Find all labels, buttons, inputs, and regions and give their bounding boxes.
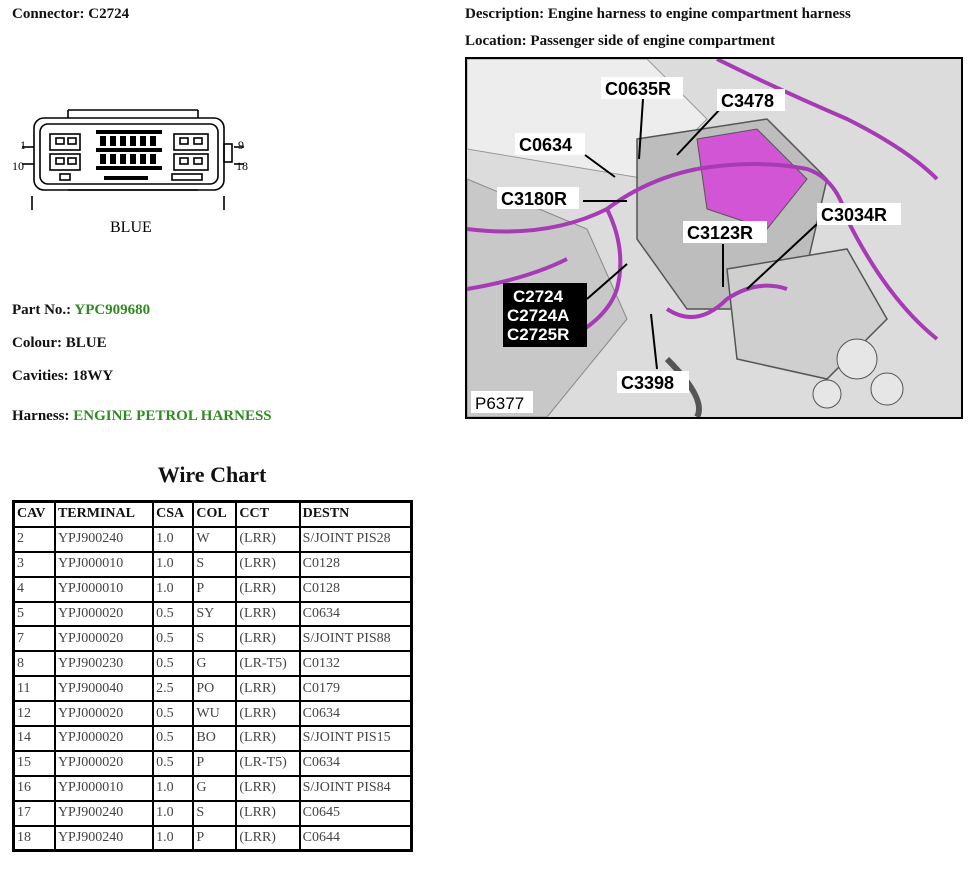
cell-cct: (LRR) bbox=[236, 552, 299, 577]
cell-csa: 1.0 bbox=[153, 552, 193, 577]
cell-col: P bbox=[193, 826, 236, 851]
cell-terminal: YPJ000020 bbox=[55, 626, 153, 651]
callout-c3180r: C3180R bbox=[501, 189, 568, 209]
photo-reference: P6377 bbox=[475, 394, 525, 413]
callout-c0634: C0634 bbox=[519, 135, 573, 155]
cell-cav: 7 bbox=[14, 626, 55, 651]
cell-terminal: YPJ900240 bbox=[55, 801, 153, 826]
callout-c3034r: C3034R bbox=[821, 205, 888, 225]
cavities-label: Cavities: bbox=[12, 368, 69, 384]
cell-col: SY bbox=[193, 602, 236, 627]
table-row bbox=[14, 701, 412, 726]
cell-cav: 17 bbox=[14, 801, 55, 826]
cell-cct: (LRR) bbox=[236, 801, 299, 826]
callout-c0635r: C0635R bbox=[605, 79, 672, 99]
connector-label: Connector: bbox=[12, 6, 85, 22]
cell-cct: (LRR) bbox=[236, 701, 299, 726]
cell-csa: 1.0 bbox=[153, 527, 193, 552]
header-terminal: TERMINAL bbox=[55, 502, 153, 527]
part-no-label: Part No.: bbox=[12, 302, 72, 318]
pin-label-18: 18 bbox=[236, 159, 248, 173]
cell-cct: (LRR) bbox=[236, 676, 299, 701]
cell-terminal: YPJ000010 bbox=[55, 552, 153, 577]
cell-cav: 12 bbox=[14, 701, 55, 726]
cell-cct: (LRR) bbox=[236, 577, 299, 602]
cell-csa: 0.5 bbox=[153, 602, 193, 627]
cell-terminal: YPJ000020 bbox=[55, 701, 153, 726]
cell-cav: 18 bbox=[14, 826, 55, 851]
pin-label-10: 10 bbox=[12, 159, 24, 173]
table-row bbox=[14, 626, 412, 651]
table-row bbox=[14, 676, 412, 701]
cell-destn: C0634 bbox=[300, 751, 412, 776]
location-photo bbox=[465, 57, 963, 419]
cell-cav: 5 bbox=[14, 602, 55, 627]
cell-col: S bbox=[193, 626, 236, 651]
cell-csa: 0.5 bbox=[153, 626, 193, 651]
cell-col: S bbox=[193, 801, 236, 826]
callout-c3478: C3478 bbox=[721, 91, 775, 111]
cell-csa: 0.5 bbox=[153, 651, 193, 676]
location-value: Passenger side of engine compartment bbox=[530, 33, 776, 49]
header-cav: CAV bbox=[14, 502, 55, 527]
cavities-value: 18WY bbox=[72, 368, 114, 384]
cell-col: P bbox=[193, 751, 236, 776]
header-csa: CSA bbox=[153, 502, 193, 527]
cell-terminal: YPJ000010 bbox=[55, 776, 153, 801]
connector-heading bbox=[12, 6, 129, 23]
cell-destn: C0132 bbox=[300, 651, 412, 676]
cell-destn: S/JOINT PIS15 bbox=[300, 726, 412, 751]
table-row bbox=[14, 577, 412, 602]
cell-csa: 0.5 bbox=[153, 726, 193, 751]
cell-cav: 3 bbox=[14, 552, 55, 577]
colour-line bbox=[12, 335, 107, 352]
table-row bbox=[14, 801, 412, 826]
cavities-line bbox=[12, 368, 113, 385]
cell-csa: 2.5 bbox=[153, 676, 193, 701]
table-row bbox=[14, 826, 412, 851]
cell-destn: C0644 bbox=[300, 826, 412, 851]
callout-c3123r: C3123R bbox=[687, 223, 754, 243]
pin-label-9: 9 bbox=[238, 138, 244, 152]
cell-csa: 0.5 bbox=[153, 751, 193, 776]
cell-col: BO bbox=[193, 726, 236, 751]
cell-terminal: YPJ900040 bbox=[55, 676, 153, 701]
description-value: Engine harness to engine compartment harness bbox=[547, 6, 851, 22]
cell-col: G bbox=[193, 651, 236, 676]
wire-chart-table bbox=[12, 500, 413, 852]
cell-csa: 1.0 bbox=[153, 776, 193, 801]
cell-terminal: YPJ900240 bbox=[55, 826, 153, 851]
engine-bay-illustration bbox=[467, 59, 961, 417]
cell-col: WU bbox=[193, 701, 236, 726]
cell-destn: C0128 bbox=[300, 552, 412, 577]
table-row bbox=[14, 776, 412, 801]
cell-csa: 0.5 bbox=[153, 701, 193, 726]
cell-destn: C0634 bbox=[300, 701, 412, 726]
cell-cct: (LRR) bbox=[236, 602, 299, 627]
cell-destn: S/JOINT PIS88 bbox=[300, 626, 412, 651]
pin-label-1: 1 bbox=[20, 138, 26, 152]
part-no-value[interactable]: YPC909680 bbox=[74, 302, 151, 318]
cell-cav: 2 bbox=[14, 527, 55, 552]
table-row bbox=[14, 726, 412, 751]
cell-cav: 16 bbox=[14, 776, 55, 801]
connector-face-diagram bbox=[8, 100, 258, 240]
cell-cav: 14 bbox=[14, 726, 55, 751]
callout-c2724: C2724 bbox=[513, 287, 564, 306]
header-col: COL bbox=[193, 502, 236, 527]
header-destn: DESTN bbox=[300, 502, 412, 527]
cell-cav: 8 bbox=[14, 651, 55, 676]
cell-terminal: YPJ000010 bbox=[55, 577, 153, 602]
colour-label: Colour: bbox=[12, 335, 62, 351]
cell-destn: C0645 bbox=[300, 801, 412, 826]
cell-cav: 11 bbox=[14, 676, 55, 701]
cell-terminal: YPJ000020 bbox=[55, 751, 153, 776]
cell-col: P bbox=[193, 577, 236, 602]
cell-cav: 4 bbox=[14, 577, 55, 602]
table-row bbox=[14, 651, 412, 676]
cell-destn: C0128 bbox=[300, 577, 412, 602]
table-row bbox=[14, 527, 412, 552]
cell-cct: (LRR) bbox=[236, 527, 299, 552]
cell-cct: (LRR) bbox=[236, 726, 299, 751]
cell-terminal: YPJ000020 bbox=[55, 602, 153, 627]
cell-cct: (LRR) bbox=[236, 776, 299, 801]
harness-value[interactable]: ENGINE PETROL HARNESS bbox=[73, 408, 272, 424]
cell-destn: C0179 bbox=[300, 676, 412, 701]
part-no-line bbox=[12, 302, 150, 319]
table-row bbox=[14, 602, 412, 627]
cell-terminal: YPJ000020 bbox=[55, 726, 153, 751]
cell-csa: 1.0 bbox=[153, 826, 193, 851]
table-header-row bbox=[14, 502, 412, 527]
header-cct: CCT bbox=[236, 502, 299, 527]
cell-csa: 1.0 bbox=[153, 801, 193, 826]
colour-value: BLUE bbox=[65, 335, 107, 351]
cell-destn: S/JOINT PIS84 bbox=[300, 776, 412, 801]
description-label: Description: bbox=[465, 6, 545, 22]
cell-terminal: YPJ900240 bbox=[55, 527, 153, 552]
cell-terminal: YPJ900230 bbox=[55, 651, 153, 676]
location-label: Location: bbox=[465, 33, 527, 49]
callout-c3398: C3398 bbox=[621, 373, 675, 393]
connector-value: C2724 bbox=[88, 6, 130, 22]
diagram-color-label: BLUE bbox=[110, 219, 152, 236]
cell-col: W bbox=[193, 527, 236, 552]
location-line bbox=[465, 33, 775, 50]
cell-cct: (LRR) bbox=[236, 826, 299, 851]
cell-col: G bbox=[193, 776, 236, 801]
cell-cav: 15 bbox=[14, 751, 55, 776]
description-line bbox=[465, 6, 851, 23]
harness-label: Harness: bbox=[12, 408, 70, 424]
cell-cct: (LRR) bbox=[236, 626, 299, 651]
wire-chart-title: Wire Chart bbox=[157, 462, 267, 487]
table-row bbox=[14, 552, 412, 577]
table-row bbox=[14, 751, 412, 776]
cell-destn: C0634 bbox=[300, 602, 412, 627]
cell-cct: (LR-T5) bbox=[236, 751, 299, 776]
callout-c2724a: C2724A bbox=[507, 306, 570, 325]
cell-destn: S/JOINT PIS28 bbox=[300, 527, 412, 552]
cell-col: PO bbox=[193, 676, 236, 701]
harness-line bbox=[12, 408, 272, 425]
cell-csa: 1.0 bbox=[153, 577, 193, 602]
cell-cct: (LR-T5) bbox=[236, 651, 299, 676]
cell-col: S bbox=[193, 552, 236, 577]
callout-c2725r: C2725R bbox=[507, 325, 570, 344]
